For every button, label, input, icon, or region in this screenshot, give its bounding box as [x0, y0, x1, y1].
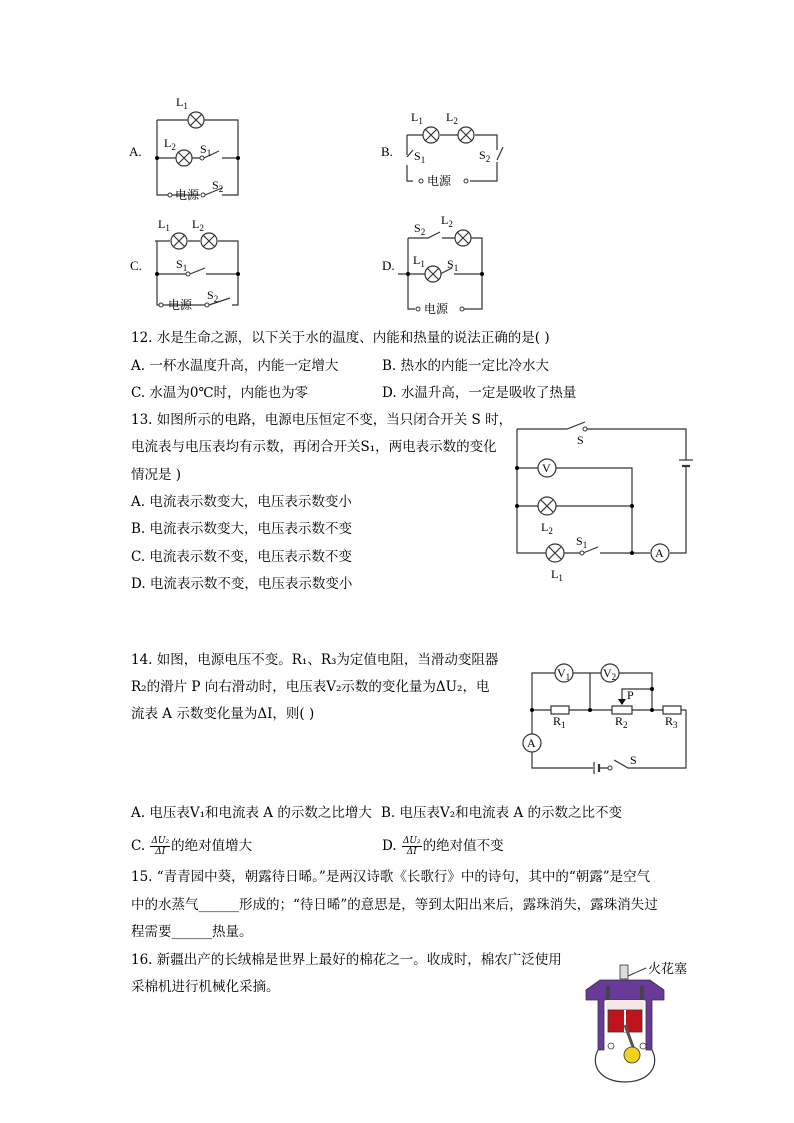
q14-stem-line2: R₂的滑片 P 向右滑动时，电压表V₂示数的变化量为ΔU₂，电	[131, 679, 490, 695]
source-label: 电源	[427, 174, 452, 188]
q13-stem-line3: 情况是 )	[131, 467, 182, 483]
switch2-label: $S_2$	[207, 288, 219, 304]
q12-option-d[interactable]: D. 水温升高，一定是吸收了热量	[382, 385, 577, 401]
svg-text:V2: $V_2$	[603, 666, 617, 682]
q14-stem-line1: 14. 如图，电源电压不变。R₁、R₃为定值电阻，当滑动变阻器	[131, 652, 499, 668]
lamp1-label: $L_1$	[413, 253, 425, 269]
lamp1-label: $L_1$	[158, 217, 170, 233]
r1-label: $R_1$	[553, 714, 566, 730]
lamp1-label: $L_1$	[176, 95, 188, 111]
q12-stem: 12. 水是生命之源，以下关于水的温度、内能和热量的说法正确的是( )	[131, 330, 550, 346]
delta-fraction: $\frac{\text{ΔU₂}}{\Delta I}$	[402, 836, 421, 857]
q15-line2: 中的水蒸气______形成的；“待日晞”的意思是，等到太阳出来后，露珠消失，露珠消失过	[131, 897, 658, 913]
q13-option-a[interactable]: A. 电流表示数变大，电压表示数变小	[131, 494, 352, 510]
switch1-label: $S_1$	[414, 149, 426, 165]
ammeter-label: A	[527, 736, 536, 750]
switch1-label: $S_1$	[200, 142, 212, 158]
q13-option-d[interactable]: D. 电流表示数不变，电压表示数变小	[131, 576, 353, 592]
option-label: D.	[382, 258, 395, 273]
q16-line1: 16. 新疆出产的长绒棉是世界上最好的棉花之一。收成时，棉农广泛使用	[131, 952, 562, 968]
q13-option-b[interactable]: B. 电流表示数变大，电压表示数不变	[131, 521, 353, 537]
q13-stem-line2: 电流表与电压表均有示数，再闭合开关S₁，两电表示数的变化	[131, 439, 497, 455]
source-label: 电源	[424, 302, 449, 316]
q15-line3: 程需要______热量。	[131, 924, 253, 940]
delta-fraction: $\frac{\text{ΔU₂}}{\Delta I}$	[151, 836, 170, 857]
lamp2-label: $L_2$	[192, 217, 204, 233]
option-label: B.	[381, 144, 393, 159]
option-label: A.	[129, 144, 142, 159]
q16-line2: 采棉机进行机械化采摘。	[131, 979, 280, 995]
switch2-label: $S_2$	[414, 221, 426, 237]
lamp2-label: $L_2$	[446, 110, 458, 126]
q13-option-c[interactable]: C. 电流表示数不变，电压表示数不变	[131, 549, 352, 565]
option-text: 的绝对值不变	[422, 838, 504, 854]
q12-option-b[interactable]: B. 热水的内能一定比冷水大	[382, 358, 550, 374]
source-label: 电源	[175, 188, 200, 202]
switch1-label: $S_1$	[176, 257, 188, 273]
lamp1-label: $L_1$	[551, 567, 563, 583]
flywheel-icon	[624, 1047, 640, 1063]
source-label: 电源	[168, 298, 193, 312]
q14-stem-line3: 流表 A 示数变化量为ΔI，则( )	[131, 706, 315, 722]
ammeter-label: A	[655, 546, 664, 560]
svg-text:V1: $V_1$	[557, 666, 571, 682]
lamp1-label: $L_1$	[411, 110, 423, 126]
q12-option-a[interactable]: A. 一杯水温度升高，内能一定增大	[131, 358, 339, 374]
switch2-label: $S_2$	[212, 178, 224, 194]
option-label: C.	[130, 258, 142, 273]
slider-p-label: P	[627, 688, 634, 702]
r3-label: $R_3$	[665, 714, 678, 730]
lamp2-label: $L_2$	[164, 136, 176, 152]
switch-s1-label: $S_1$	[576, 534, 588, 550]
switch1-label: $S_1$	[447, 257, 459, 273]
q14-option-a[interactable]: A. 电压表V₁和电流表 A 的示数之比增大	[131, 805, 372, 821]
voltmeter-label: V	[542, 461, 551, 475]
option-text: 的绝对值增大	[171, 838, 253, 854]
switch-s-label: S	[630, 753, 637, 767]
r2-label: $R_2$	[615, 714, 628, 730]
spark-plug-label: 火花塞	[648, 962, 688, 977]
q12-option-c[interactable]: C. 水温为0℃时，内能也为零	[131, 385, 309, 401]
option-letter: D.	[382, 838, 397, 854]
q14-option-b[interactable]: B. 电压表V₂和电流表 A 的示数之比不变	[381, 805, 622, 821]
lamp2-label: $L_2$	[541, 520, 553, 536]
lamp2-label: $L_2$	[441, 213, 453, 229]
q15-line1: 15. “青青园中葵，朝露待日晞。”是两汉诗歌《长歌行》中的诗句，其中的“朝露”是空气	[131, 869, 651, 885]
switch-s-label: S	[577, 433, 584, 447]
q13-stem-line1: 13. 如图所示的电路，电源电压恒定不变，当只闭合开关 S 时，	[131, 412, 513, 428]
option-letter: C.	[131, 838, 146, 854]
switch2-label: $S_2$	[479, 148, 491, 164]
